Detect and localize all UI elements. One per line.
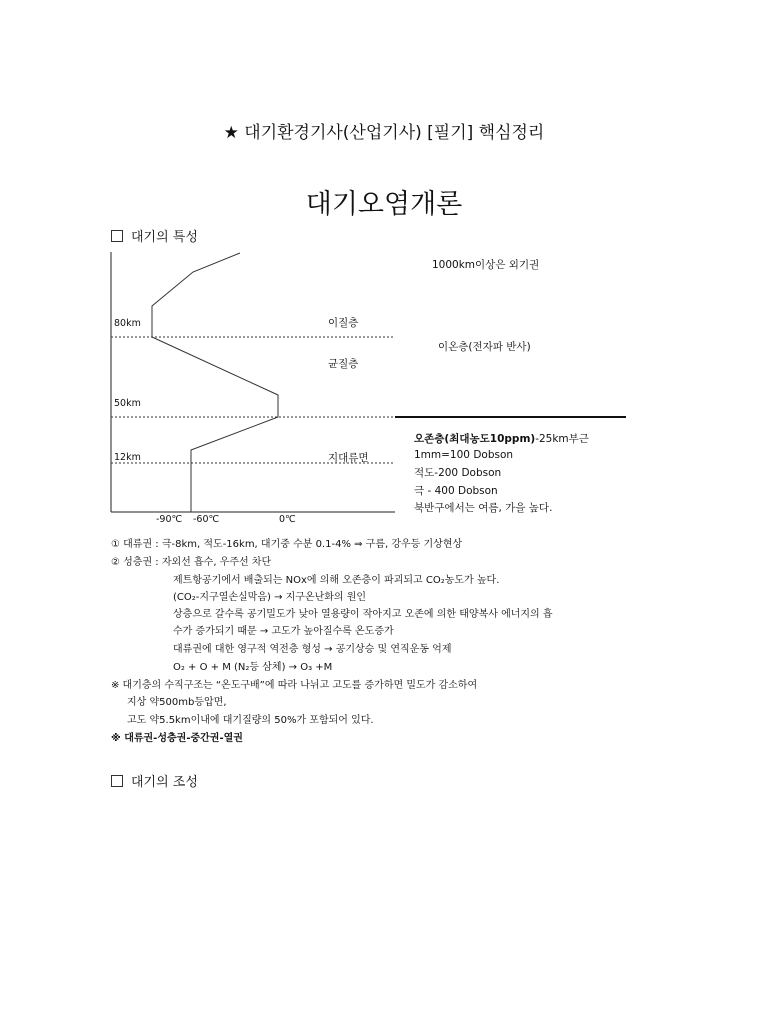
ozone-title: 오존층(최대농도10ppm)-25km부근	[414, 433, 589, 445]
altitude-label: 12km	[114, 452, 141, 463]
page-title: 대기오염개론	[305, 189, 463, 220]
note-line: 수가 증가되기 때문 → 고도가 높아질수록 온도증가	[173, 626, 394, 637]
note-line: ① 대류권 : 극-8km, 적도-16km, 대기중 수분 0.1-4% ⇒ 구름, 강우등 기상현상	[111, 539, 463, 550]
ozone-note-line: 극 - 400 Dobson	[414, 485, 498, 497]
note-line: O₂ + O + M (N₂등 삼체) → O₃ +M	[173, 662, 333, 673]
ozone-note-line: 적도-200 Dobson	[414, 467, 502, 479]
note-line: 대류권에 대한 영구적 역전층 형성 → 공기상승 및 연직운동 억제	[173, 644, 452, 655]
altitude-label: 80km	[114, 318, 141, 329]
temperature-label: -60℃	[193, 514, 220, 525]
temperature-profile	[152, 253, 278, 512]
note-line: ② 성층권 : 자외선 흡수, 우주선 차단	[111, 557, 272, 568]
document-header: ★ 대기환경기사(산업기사) [필기] 핵심정리	[223, 123, 545, 143]
note-line: (CO₂-지구열손실막음) → 지구온난화의 원인	[173, 592, 367, 603]
section-heading	[111, 771, 198, 790]
note-line: ※ 대기층의 수직구조는 “온도구배”에 따라 나뉘고 고도를 증가하면 밀도가 감소하여	[111, 680, 478, 691]
ozone-note-line: 북반구에서는 여름, 가을 높다.	[414, 502, 553, 514]
ionosphere-note: 이온층(전자파 반사)	[438, 341, 531, 353]
note-line: 지상 약500mb등압면,	[127, 697, 227, 708]
temperature-label: 0℃	[279, 514, 296, 525]
layer-label: 이질층	[328, 317, 359, 329]
layer-label: 균질층	[328, 358, 359, 370]
section-title: 대기의 조성	[131, 775, 198, 790]
note-line: 제트항공기에서 배출되는 NOx에 의해 오존층이 파괴되고 CO₂농도가 높다.	[173, 575, 500, 586]
ozone-note-line: 1mm=100 Dobson	[414, 449, 514, 461]
checkbox-square-icon	[111, 775, 123, 787]
temperature-label: -90℃	[156, 514, 183, 525]
note-line: 고도 약5.5km이내에 대기질량의 50%가 포함되어 있다.	[127, 715, 374, 726]
note-line: 상층으로 갈수록 공기밀도가 낮아 열용량이 작아지고 오존에 의한 태양복사 에너지의 흡	[173, 609, 553, 620]
exosphere-note: 1000km이상은 외기권	[432, 259, 540, 271]
section-title: 대기의 특성	[131, 230, 198, 245]
altitude-label: 50km	[114, 398, 141, 409]
layer-label: 지대류면	[328, 452, 369, 464]
note-line: ※ 대류권-성층권-중간권-열권	[111, 733, 243, 744]
